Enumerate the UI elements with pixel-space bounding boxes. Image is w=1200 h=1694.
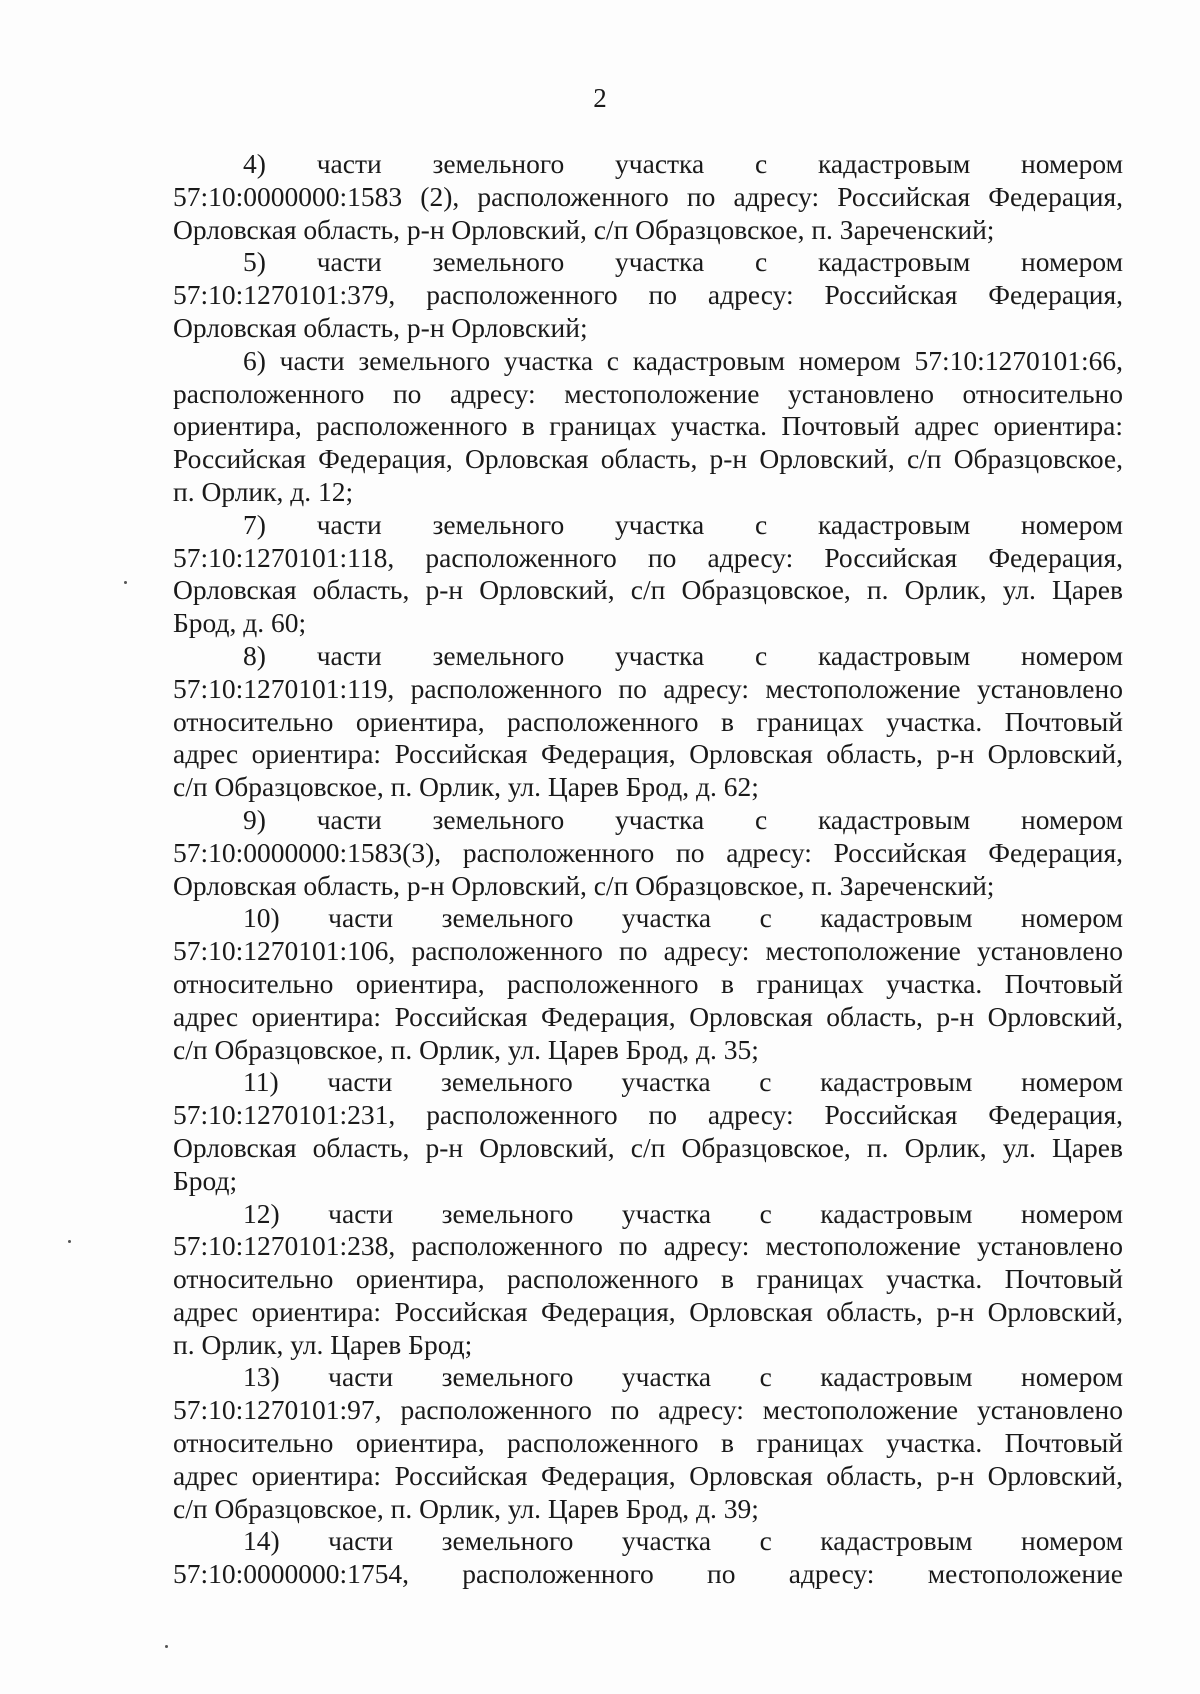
list-item [173, 640, 1123, 804]
text-line: 11) части земельного участка с кадастровым номером [243, 1066, 1123, 1098]
text-line: Орловская область, р-н Орловский, с/п Образцовское, п. Орлик, ул. Царев [173, 574, 1123, 606]
list-item [173, 509, 1123, 640]
list-item [173, 148, 1123, 246]
text-line: Орловская область, р-н Орловский, с/п Образцовское, п. Зареченский; [173, 869, 995, 901]
text-line: Брод, д. 60; [173, 607, 307, 639]
text-line: адрес ориентира: Российская Федерация, Орловская область, р-н Орловский, [173, 738, 1123, 770]
text-line: п. Орлик, д. 12; [173, 475, 354, 507]
text-line: относительно ориентира, расположенного в границах участка. Почтовый [173, 705, 1123, 737]
text-line: Орловская область, р-н Орловский, с/п Образцовское, п. Зареченский; [173, 213, 995, 245]
text-line: 14) части земельного участка с кадастровым номером [243, 1525, 1123, 1557]
text-line: Орловская область, р-н Орловский; [173, 311, 588, 343]
text-line: 57:10:0000000:1754, расположенного по адресу: местоположение [173, 1558, 1123, 1590]
text-line: адрес ориентира: Российская Федерация, Орловская область, р-н Орловский, [173, 1459, 1123, 1491]
list-item [173, 1066, 1123, 1197]
text-line: 8) части земельного участка с кадастровым номером [243, 639, 1123, 671]
text-line: адрес ориентира: Российская Федерация, Орловская область, р-н Орловский, [173, 1295, 1123, 1327]
text-line: 57:10:1270101:238, расположенного по адресу: местоположение установлено [173, 1230, 1123, 1262]
text-line: 57:10:1270101:119, расположенного по адресу: местоположение установлено [173, 672, 1123, 704]
scan-speck [165, 1645, 168, 1648]
text-line: 57:10:1270101:118, расположенного по адресу: Российская Федерация, [173, 541, 1123, 573]
text-line: 10) части земельного участка с кадастровым номером [243, 902, 1123, 934]
scan-speck [68, 1240, 71, 1243]
text-line: п. Орлик, ул. Царев Брод; [173, 1328, 473, 1360]
text-line: относительно ориентира, расположенного в границах участка. Почтовый [173, 967, 1123, 999]
text-line: 6) части земельного участка с кадастровым номером 57:10:1270101:66, [243, 344, 1123, 376]
text-line: Российская Федерация, Орловская область, р-н Орловский, с/п Образцовское, [173, 443, 1123, 475]
list-item [173, 902, 1123, 1066]
text-line: Брод; [173, 1164, 238, 1196]
text-line: адрес ориентира: Российская Федерация, Орловская область, р-н Орловский, [173, 1000, 1123, 1032]
text-line: 4) части земельного участка с кадастровым номером [243, 148, 1123, 179]
list-item [173, 1525, 1123, 1591]
text-line: 7) части земельного участка с кадастровым номером [243, 508, 1123, 540]
list-item [173, 1361, 1123, 1525]
text-line: 57:10:1270101:106, расположенного по адресу: местоположение установлено [173, 935, 1123, 967]
text-line: 57:10:1270101:379, расположенного по адресу: Российская Федерация, [173, 279, 1123, 311]
scan-speck [124, 581, 127, 584]
text-line: с/п Образцовское, п. Орлик, ул. Царев Брод, д. 39; [173, 1492, 759, 1524]
document-body [173, 148, 1123, 1591]
list-item [173, 1198, 1123, 1362]
text-line: относительно ориентира, расположенного в границах участка. Почтовый [173, 1427, 1123, 1459]
text-line: 13) части земельного участка с кадастровым номером [243, 1361, 1123, 1393]
text-line: 57:10:0000000:1583 (2), расположенного по адресу: Российская Федерация, [173, 180, 1123, 212]
text-line: Орловская область, р-н Орловский, с/п Образцовское, п. Орлик, ул. Царев [173, 1131, 1123, 1163]
text-line: 57:10:1270101:97, расположенного по адресу: местоположение установлено [173, 1394, 1123, 1426]
list-item [173, 246, 1123, 344]
text-line: ориентира, расположенного в границах участка. Почтовый адрес ориентира: [173, 410, 1123, 442]
text-line: расположенного по адресу: местоположение установлено относительно [173, 377, 1123, 409]
text-line: с/п Образцовское, п. Орлик, ул. Царев Брод, д. 35; [173, 1033, 759, 1065]
list-item [173, 345, 1123, 509]
text-line: относительно ориентира, расположенного в границах участка. Почтовый [173, 1263, 1123, 1295]
text-line: с/п Образцовское, п. Орлик, ул. Царев Брод, д. 62; [173, 771, 759, 803]
list-item [173, 804, 1123, 902]
text-line: 12) части земельного участка с кадастровым номером [243, 1197, 1123, 1229]
text-line: 57:10:0000000:1583(3), расположенного по адресу: Российская Федерация, [173, 836, 1123, 868]
page-number: 2 [593, 83, 607, 113]
text-line: 5) части земельного участка с кадастровым номером [243, 246, 1123, 278]
text-line: 57:10:1270101:231, расположенного по адресу: Российская Федерация, [173, 1099, 1123, 1131]
text-line: 9) части земельного участка с кадастровым номером [243, 803, 1123, 835]
